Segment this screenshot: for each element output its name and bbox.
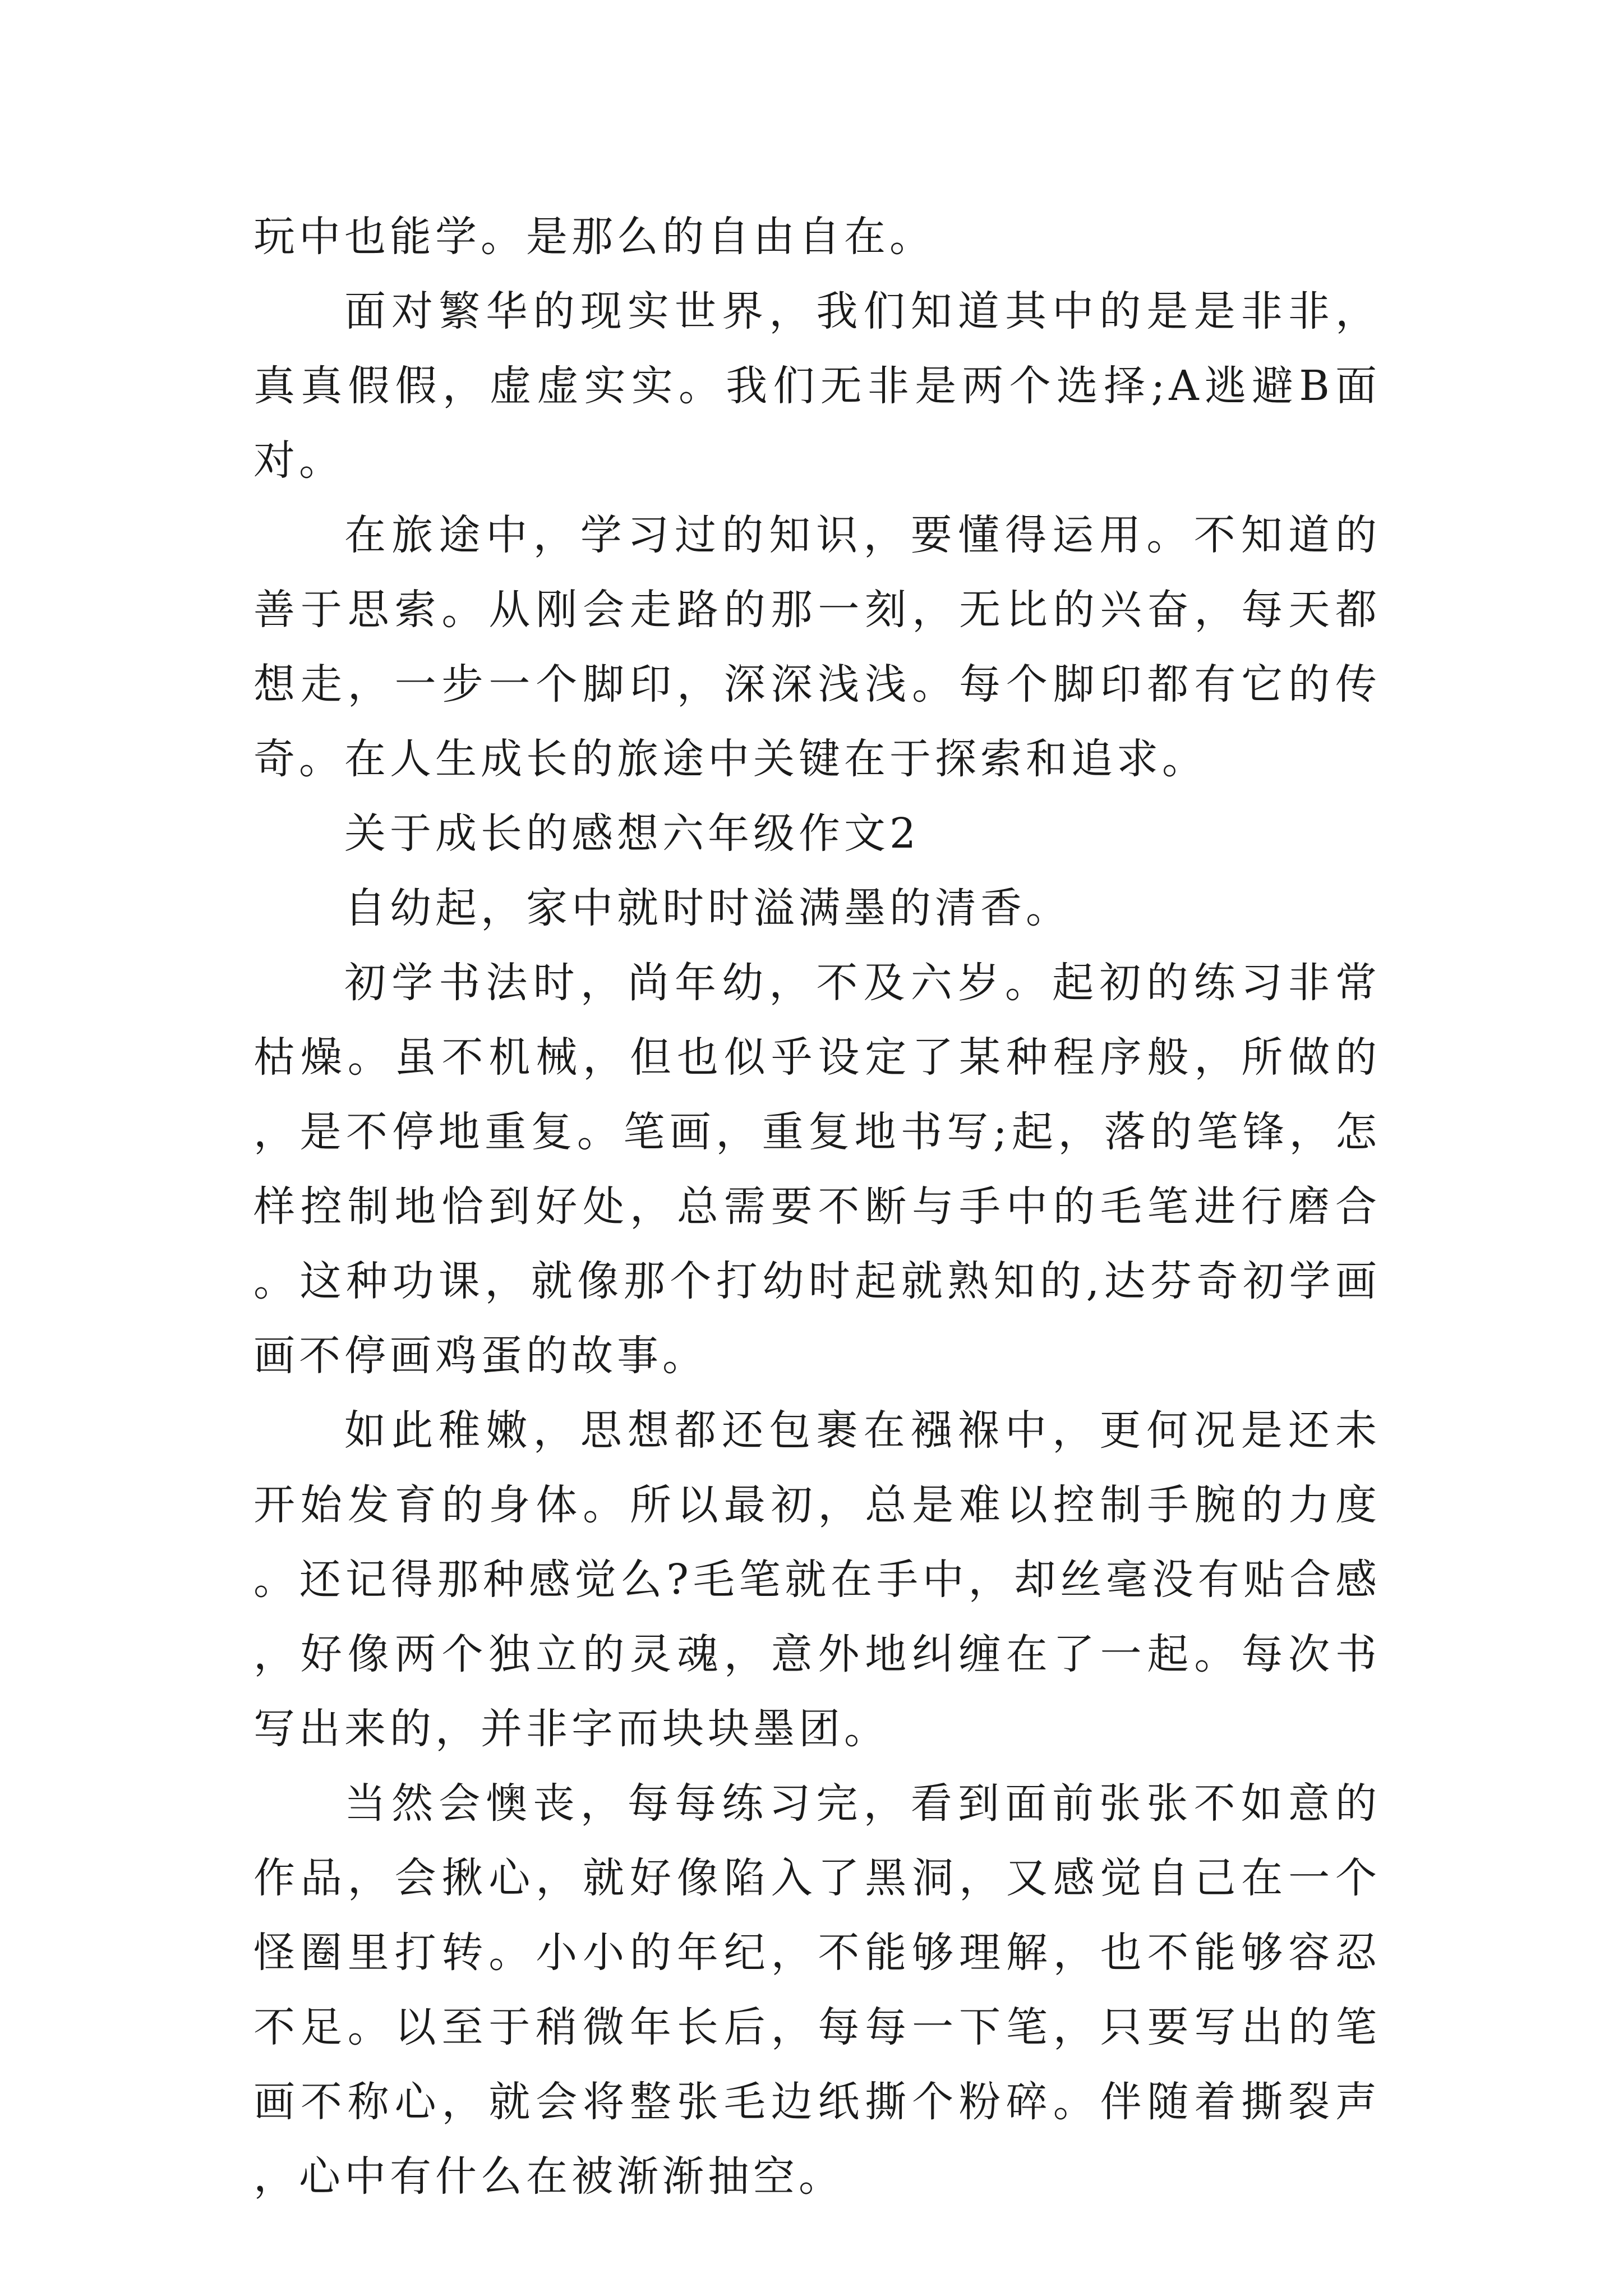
paragraph-6: 如此稚嫩，思想都还包裹在襁褓中，更何况是还未开始发育的身体。所以最初，总是难以控制手腕的力度。还记得那种感觉么?毛笔就在手中，却丝毫没有贴合感，好像两个独立的灵魂，意外地纠缠在了一起。每次书写出来的，并非字而块块墨团。 — [253, 1406, 1381, 1753]
document-body — [253, 200, 1381, 2214]
section-heading: 关于成长的感想六年级作文2 — [344, 809, 920, 858]
paragraph-1: 玩中也能学。是那么的自由自在。 — [253, 213, 935, 261]
paragraph-5: 初学书法时，尚年幼，不及六岁。起初的练习非常枯燥。虽不机械，但也似乎设定了某种程序般，所做的，是不停地重复。笔画，重复地书写;起，落的笔锋，怎样控制地恰到好处，总需要不断与手中的毛笔进行磨合。这种功课，就像那个打幼时起就熟知的,达芬奇初学画画不停画鸡蛋的故事。 — [253, 959, 1381, 1380]
paragraph-7: 当然会懊丧，每每练习完，看到面前张张不如意的作品，会揪心，就好像陷入了黑洞，又感觉自己在一个怪圈里打转。小小的年纪，不能够理解，也不能够容忍不足。以至于稍微年长后，每每一下笔，只要写出的笔画不称心，就会将整张毛边纸撕个粉碎。伴随着撕裂声，心中有什么在被渐渐抽空。 — [253, 1779, 1381, 2201]
paragraph-2: 面对繁华的现实世界，我们知道其中的是是非非，真真假假，虚虚实实。我们无非是两个选择;A逃避B面对。 — [253, 287, 1381, 485]
paragraph-4: 自幼起，家中就时时溢满墨的清香。 — [344, 884, 1071, 932]
paragraph-3: 在旅途中，学习过的知识，要懂得运用。不知道的善于思索。从刚会走路的那一刻，无比的兴奋，每天都想走，一步一个脚印，深深浅浅。每个脚印都有它的传奇。在人生成长的旅途中关键在于探索和追求。 — [253, 511, 1381, 783]
